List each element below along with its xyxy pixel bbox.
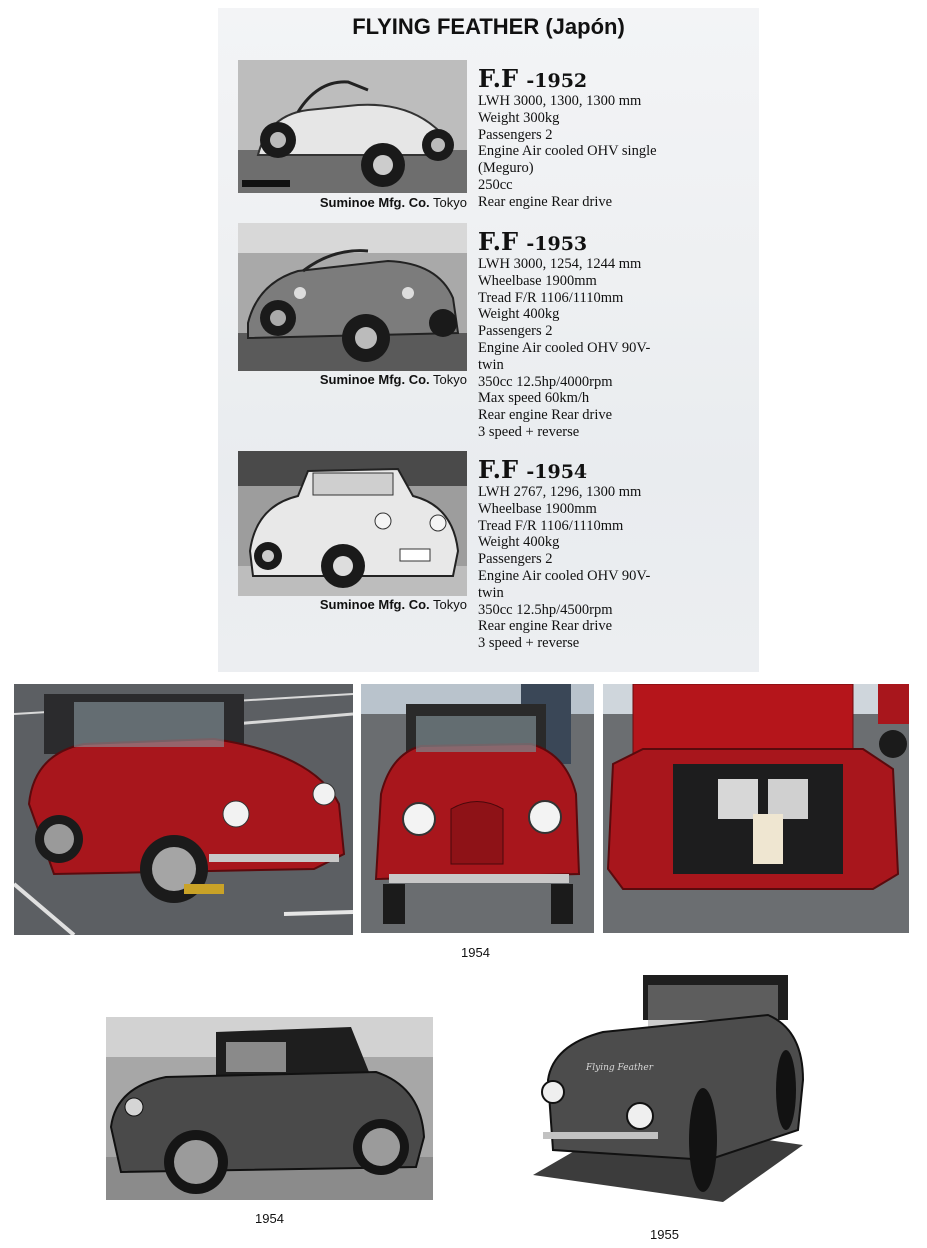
spec-line: Max speed 60km/h [478,390,590,407]
sheet-title: FLYING FEATHER (Japón) [352,14,625,39]
caption-color-row: 1954 [461,945,490,960]
maker-credit-1952: Suminoe Mfg. Co. Tokyo [319,195,467,210]
spec-line: Wheelbase 1900mm [478,272,597,289]
maker-credit-1953: Suminoe Mfg. Co. Tokyo [319,372,467,387]
bw-car-photo-side [106,1017,433,1200]
red-car-photo-side [14,684,353,935]
spec-line: Weight 300kg [478,109,560,126]
model-title-1952: F.F -1952 [478,64,588,93]
spec-list-1953 [478,256,650,441]
spec-list-1954 [478,484,650,652]
spec-line: Wheelbase 1900mm [478,500,597,517]
red-car-photo-front [361,684,594,933]
spec-line: 250cc [478,176,513,193]
car-render-photo [528,970,808,1205]
spec-line: Passengers 2 [478,323,553,340]
spec-line: Passengers 2 [478,126,553,143]
spec-line: Weight 400kg [478,306,560,323]
spec-line: 350cc 12.5hp/4500rpm [478,601,613,618]
spec-line: twin [478,584,504,601]
spec-line: Rear engine Rear drive [478,193,613,210]
spec-line: LWH 2767, 1296, 1300 mm [478,484,642,500]
spec-line: 3 speed + reverse [478,635,580,652]
spec-line: LWH 3000, 1254, 1244 mm [478,256,642,272]
spec-line: (Meguro) [478,160,534,177]
caption-render-photo: 1955 [650,1227,679,1242]
spec-line: Weight 400kg [478,534,560,551]
model-title-1953: F.F -1953 [478,227,588,256]
spec-line: 3 speed + reverse [478,423,580,440]
spec-line: Engine Air cooled OHV 90V- [478,567,651,584]
spec-line: Engine Air cooled OHV single [478,143,657,160]
spec-line: twin [478,356,504,373]
car-photo-1953 [238,223,467,371]
red-car-photo-engine [603,684,909,933]
caption-bw-photo: 1954 [255,1211,284,1226]
car-script-logo: Flying Feather [586,1063,653,1073]
spec-line: Rear engine Rear drive [478,618,613,635]
spec-line: Passengers 2 [478,551,553,568]
spec-line: Rear engine Rear drive [478,407,613,424]
spec-line: LWH 3000, 1300, 1300 mm [478,93,642,109]
car-photo-1952 [238,60,467,193]
spec-line: Engine Air cooled OHV 90V- [478,339,651,356]
maker-credit-1954: Suminoe Mfg. Co. Tokyo [319,597,467,612]
car-photo-1954 [238,451,467,596]
model-title-1954: F.F -1954 [478,455,588,484]
spec-list-1952 [478,93,657,211]
spec-line: Tread F/R 1106/1110mm [478,517,624,534]
spec-sheet [218,8,759,672]
spec-line: Tread F/R 1106/1110mm [478,289,624,306]
spec-line: 350cc 12.5hp/4000rpm [478,373,613,390]
